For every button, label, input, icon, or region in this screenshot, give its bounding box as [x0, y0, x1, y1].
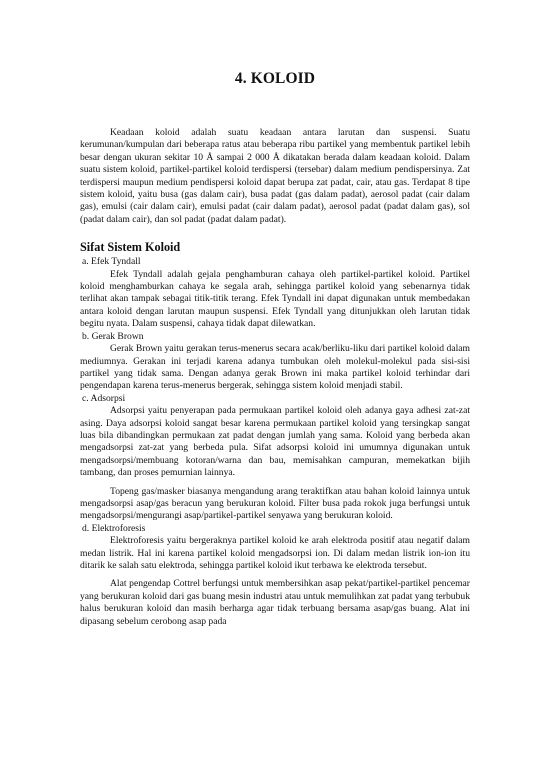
subsection-heading-elektroforesis: d. Elektroforesis — [82, 522, 146, 534]
adsorpsi-paragraph-1: Adsorpsi yaitu penyerapan pada permukaan partikel koloid oleh adanya gaya adhesi zat-zat asing. Daya adsorpsi koloid sangat besar karena permukaan partikel koloid yang tersingkap sangat luas bila dibandingkan permukaan zat padat dengan jumlah yang sama. Koloid yang berbeda akan mengadsorpsi zat-zat yang berbeda pula. Sifat adsorpsi koloid ini umumnya digunakan untuk mengadsorpsi/membuang kotoran/warna dan bau, memisahkan campuran, memekatkan bijih tambang, dan proses pemurnian lainnya. — [80, 405, 470, 479]
section-heading: Sifat Sistem Koloid — [80, 240, 181, 255]
intro-paragraph: Keadaan koloid adalah suatu keadaan antara larutan dan suspensi. Suatu kerumunan/kumpulan dari beberapa ratus atau beberapa ribu partikel yang membentuk partikel lebih besar dengan ukuran sekitar 10 Å sampai 2 000 Å dikatakan berada dalam keadaan koloid. Dalam suatu sistem koloid, partikel-partikel koloid terdispersi (tersebar) dalam medium pendispersinya. Zat terdispersi maupun medium pendispersi koloid dapat berupa zat padat, cair, atau gas. Terdapat 8 tipe sistem koloid, yaitu busa (gas dalam cair), busa padat (gas dalam padat), aerosol padat (cair dalam gas), emulsi (cair dalam cair), emulsi padat (cair dalam padat), aerosol padat (padat dalam gas), sol (padat dalam cair), dan sol padat (padat dalam padat). — [80, 127, 470, 225]
elektroforesis-paragraph-2: Alat pengendap Cottrel berfungsi untuk membersihkan asap pekat/partikel-partikel pencemar yang berukuran koloid dari gas buang mesin industri atau untuk memulihkan zat padat yang terbubuk halus berukuran koloid dan masih berharga agar tidak terbuang bersama asap/gas buang. Alat ini dipasang sebelum cerobong asap pada — [80, 578, 470, 627]
subsection-heading-gerak-brown: b. Gerak Brown — [82, 330, 144, 342]
subsection-heading-efek-tyndall: a. Efek Tyndall — [82, 256, 141, 268]
subsection-heading-adsorpsi: c. Adsorpsi — [82, 392, 126, 404]
efek-tyndall-paragraph: Efek Tyndall adalah gejala penghamburan cahaya oleh partikel-partikel koloid. Partikel koloid menghamburkan cahaya ke segala arah, sehingga partikel koloid yang sebenarnya tidak terlihat akan tampak sebagai titik-titik terang. Efek Tyndall ini dapat digunakan untuk membedakan antara koloid dengan larutan maupun suspensi. Efek Tyndall yang ditunjukkan oleh larutan tidak begitu nyata. Dalam suspensi, cahaya tidak dapat dilewatkan. — [80, 268, 470, 330]
gerak-brown-paragraph: Gerak Brown yaitu gerakan terus-menerus secara acak/berliku-liku dari partikel koloid dalam mediumnya. Gerakan ini terjadi karena adanya tumbukan oleh molekul-molekul pada sisi-sisi partikel yang tidak sama. Dengan adanya gerak Brown ini maka partikel koloid terhindar dari pengendapan karena terus-menerus bergerak, sehingga sistem koloid menjadi stabil. — [80, 343, 470, 392]
elektroforesis-paragraph-1: Elektroforesis yaitu bergeraknya partikel koloid ke arah elektroda positif atau negatif dalam medan listrik. Hal ini karena partikel koloid mengadsorpsi ion. Di dalam medan listrik ion-ion itu ditarik ke salah satu elektroda, sehingga partikel koloid ikut terbawa ke elektroda tersebut. — [80, 535, 470, 571]
page-title: 4. KOLOID — [234, 70, 316, 87]
document-body — [80, 70, 470, 628]
adsorpsi-paragraph-2: Topeng gas/masker biasanya mengandung arang teraktifkan atau bahan koloid lainnya untuk mengadsorpsi asap/gas beracun yang berukuran koloid. Filter busa pada rokok juga berfungsi untuk mengadsorpsi/mengurangi asap/partikel-partikel senyawa yang berukuran koloid. — [80, 485, 470, 522]
